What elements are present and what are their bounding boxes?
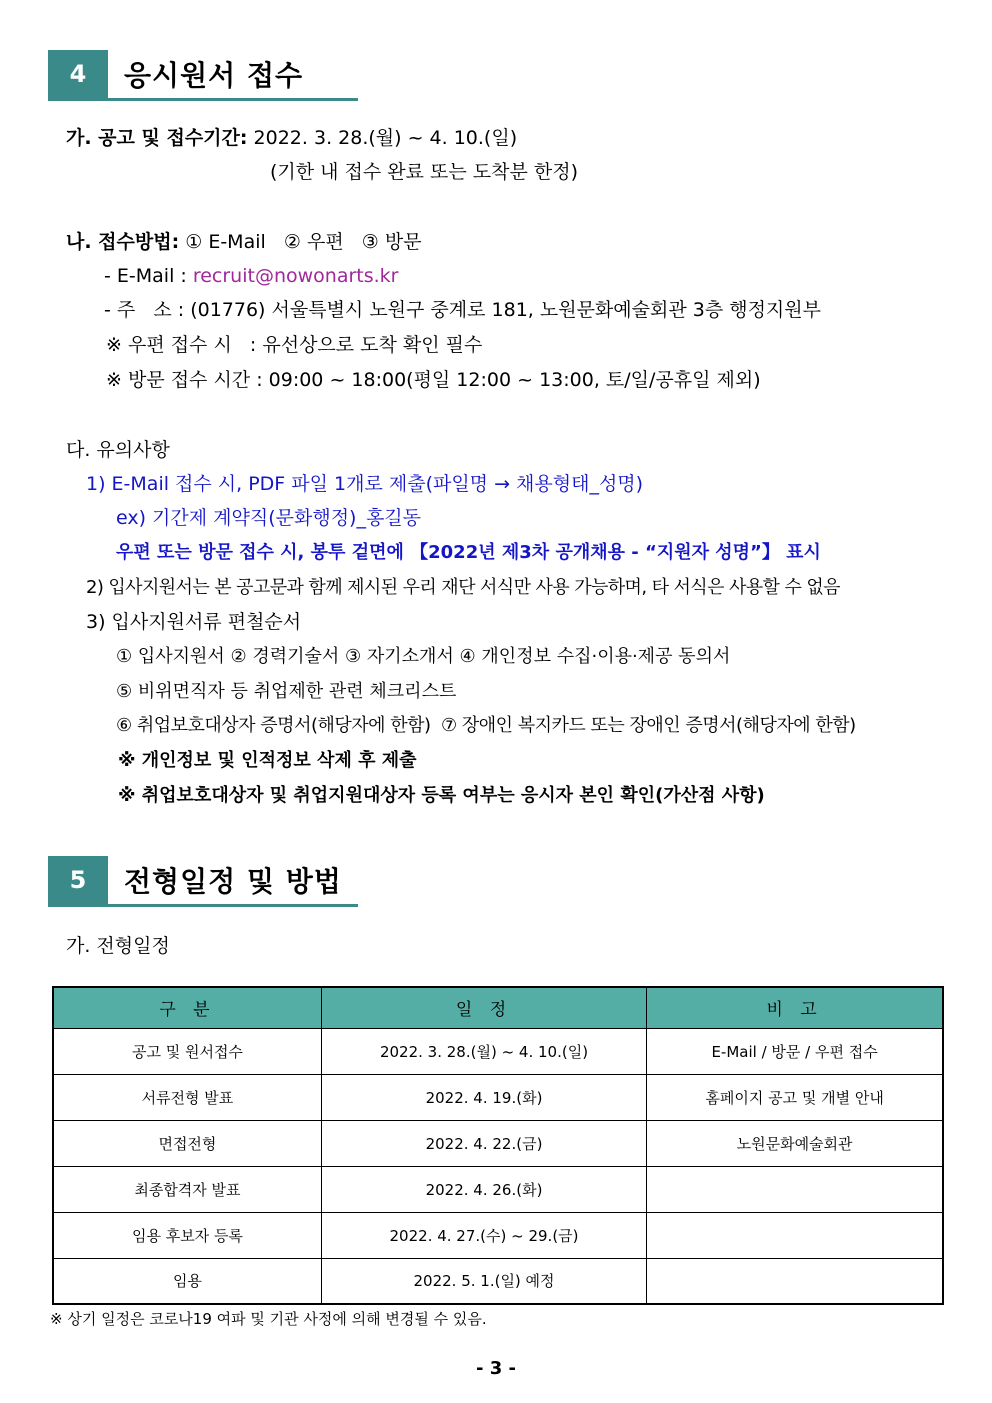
docs-note-1: ※ 개인정보 및 인적정보 삭제 후 제출 — [118, 750, 417, 771]
section-underline — [48, 98, 358, 101]
caution-2: 2) 입사지원서는 본 공고문과 함께 제시된 우리 재단 서식만 사용 가능하며, 타 서식은 사용할 수 없음 — [86, 577, 840, 598]
email-label: - E-Mail : — [104, 265, 187, 287]
cell-category: 서류전형 발표 — [53, 1074, 321, 1120]
cell-remarks — [647, 1166, 943, 1212]
method-line — [66, 230, 422, 254]
section-number: 5 — [48, 856, 108, 904]
docs-line-3: ⑥ 취업보호대상자 증명서(해당자에 한함) ⑦ 장애인 복지카드 또는 장애인 증명서(해당자에 한함) — [116, 715, 856, 736]
cell-schedule: 2022. 4. 22.(금) — [321, 1120, 646, 1166]
table-row — [53, 1028, 943, 1074]
table-row — [53, 1258, 943, 1304]
cell-schedule: 2022. 5. 1.(일) 예정 — [321, 1258, 646, 1304]
cell-remarks — [647, 1258, 943, 1304]
section-underline — [48, 904, 358, 907]
cell-remarks: 홈페이지 공고 및 개별 안내 — [647, 1074, 943, 1120]
period-value: 2022. 3. 28.(월) ~ 4. 10.(일) — [253, 127, 518, 149]
cell-category: 면접전형 — [53, 1120, 321, 1166]
caution-3: 3) 입사지원서류 편철순서 — [86, 611, 302, 633]
col-header-category: 구 분 — [53, 987, 321, 1028]
cell-schedule: 2022. 4. 26.(화) — [321, 1166, 646, 1212]
schedule-note: ※ 상기 일정은 코로나19 여파 및 기관 사정에 의해 변경될 수 있음. — [50, 1310, 487, 1328]
cell-category: 최종합격자 발표 — [53, 1166, 321, 1212]
method-label: 나. 접수방법: — [66, 231, 180, 253]
table-row — [53, 1166, 943, 1212]
section-number: 4 — [48, 50, 108, 98]
address-line: - 주 소 : (01776) 서울특별시 노원구 중계로 181, 노원문화예술회관 3층 행정지원부 — [104, 299, 821, 321]
col-header-remarks: 비 고 — [647, 987, 943, 1028]
docs-line-2: ⑤ 비위면직자 등 취업제한 관련 체크리스트 — [116, 681, 457, 702]
email-link[interactable]: recruit@nowonarts.kr — [192, 265, 399, 287]
page-number: - 3 - — [476, 1358, 516, 1379]
method-value: ① E-Mail ② 우편 ③ 방문 — [185, 231, 422, 253]
caution-label: 다. 유의사항 — [66, 439, 170, 461]
cell-category: 공고 및 원서접수 — [53, 1028, 321, 1074]
section-4-header — [48, 50, 358, 102]
cell-remarks: E-Mail / 방문 / 우편 접수 — [647, 1028, 943, 1074]
section-title: 전형일정 및 방법 — [124, 865, 342, 898]
table-row — [53, 1120, 943, 1166]
cell-schedule: 2022. 4. 19.(화) — [321, 1074, 646, 1120]
cell-remarks — [647, 1212, 943, 1258]
cell-schedule: 2022. 4. 27.(수) ~ 29.(금) — [321, 1212, 646, 1258]
table-row — [53, 1212, 943, 1258]
section-5-header — [48, 856, 358, 908]
visit-note: ※ 방문 접수 시간 : 09:00 ~ 18:00(평일 12:00 ~ 13:00, 토/일/공휴일 제외) — [106, 369, 761, 391]
period-line — [66, 126, 517, 150]
period-note: (기한 내 접수 완료 또는 도착분 한정) — [270, 161, 579, 183]
mail-note: ※ 우편 접수 시 : 유선상으로 도착 확인 필수 — [106, 334, 483, 356]
schedule-table — [52, 986, 944, 1305]
cell-remarks: 노원문화예술회관 — [647, 1120, 943, 1166]
col-header-schedule: 일 정 — [321, 987, 646, 1028]
schedule-label: 가. 전형일정 — [66, 935, 170, 957]
table-row — [53, 1074, 943, 1120]
caution-1b: ex) 기간제 계약직(문화행정)_홍길동 — [116, 507, 422, 529]
table-header-row — [53, 987, 943, 1028]
section-title: 응시원서 접수 — [124, 59, 304, 92]
cell-schedule: 2022. 3. 28.(월) ~ 4. 10.(일) — [321, 1028, 646, 1074]
caution-1c: 우편 또는 방문 접수 시, 봉투 겉면에 【2022년 제3차 공개채용 - “지원자 성명”】 표시 — [116, 542, 821, 563]
email-line — [104, 264, 399, 288]
period-label: 가. 공고 및 접수기간: — [66, 127, 248, 149]
docs-line-1: ① 입사지원서 ② 경력기술서 ③ 자기소개서 ④ 개인정보 수집·이용·제공 동의서 — [116, 646, 731, 667]
docs-note-2: ※ 취업보호대상자 및 취업지원대상자 등록 여부는 응시자 본인 확인(가산점 사항) — [118, 785, 765, 806]
cell-category: 임용 후보자 등록 — [53, 1212, 321, 1258]
caution-1a: 1) E-Mail 접수 시, PDF 파일 1개로 제출(파일명 → 채용형태_성명) — [86, 473, 644, 495]
cell-category: 임용 — [53, 1258, 321, 1304]
